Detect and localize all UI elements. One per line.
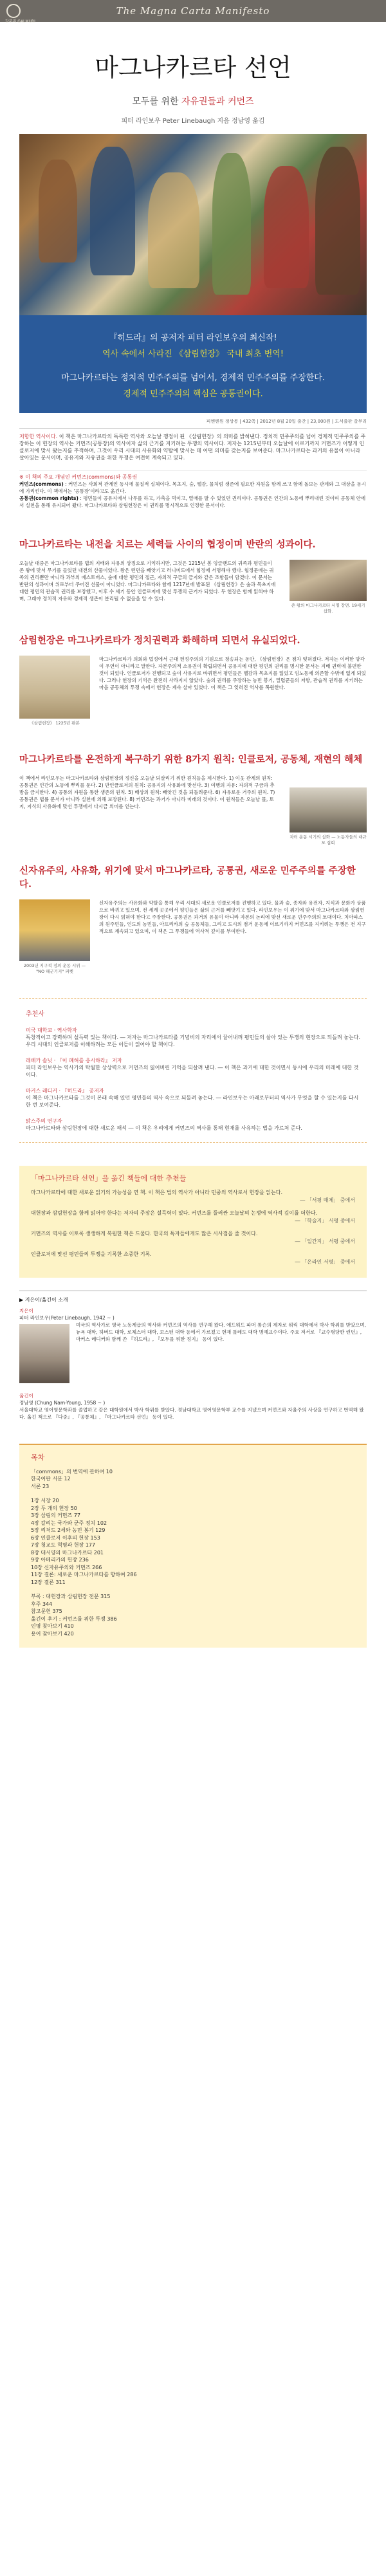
section-image	[290, 560, 367, 601]
toc-chapter-item: 10장 신자유주의와 커먼즈 266	[31, 1564, 102, 1570]
def-commons-label: 커먼즈(commons)	[19, 481, 64, 487]
recommendation-source: ― 「일간지」 서평 중에서	[295, 1238, 355, 1244]
toc-chapter-item: 2장 두 개의 헌장 50	[31, 1505, 77, 1511]
section-image	[19, 656, 90, 719]
banner-line-3: 마그나카르타는 정치적 민주주의를 넘어서, 경제적 민주주의를 주장한다.	[61, 373, 325, 383]
recommendation-source: ― 「서평 매체」 중에서	[300, 1197, 355, 1203]
recommendation-box	[19, 1166, 367, 1278]
cover-mural-image	[19, 134, 367, 315]
translator-role-label: 옮긴이	[19, 1393, 33, 1399]
praise-item	[26, 1118, 360, 1132]
toc-chapter-item: 3장 삼림의 커먼즈 77	[31, 1513, 80, 1518]
figure-caption: 《삼림헌장》 1225년 판본	[30, 721, 80, 726]
book-title: 마그나카르타 선언	[95, 53, 291, 82]
section-body	[19, 775, 367, 848]
toc-back-item: 부록 : 대헌장과 삼림헌장 전문 315	[31, 1594, 111, 1599]
section-body	[19, 899, 367, 977]
toc-back-item: 인명 찾아보기 410	[31, 1623, 74, 1629]
toc-back-item: 참고문헌 375	[31, 1608, 62, 1614]
praise-box	[19, 998, 367, 1143]
recommendation-item	[31, 1230, 355, 1246]
toc-back-item: 옮긴이 후기 : 커먼즈를 위한 투쟁 386	[31, 1615, 117, 1622]
intro-paragraph	[19, 433, 367, 461]
book-authors: 피터 라인보우 Peter Linebaugh 지음 정남영 옮김	[121, 118, 265, 125]
toc-heading: 목차	[31, 1453, 45, 1462]
subtitle-highlight: 자유권들과 커먼즈	[181, 97, 254, 107]
promo-banner	[19, 315, 367, 413]
praise-item	[26, 1087, 360, 1109]
def-commons	[19, 481, 367, 495]
praise-quote: 피터 라인보우는 역사가의 탁월한 상상력으로 커먼즈의 잃어버린 기억을 되살려 낸다. ― 이 책은 과거에 대한 것이면서 동시에 우리의 미래에 대한 것이다.	[26, 1065, 359, 1078]
recommendation-source: ― 「온라인 서평」 중에서	[295, 1259, 355, 1265]
section-text: 오늘날 대중은 마그나카르타를 법의 지배와 자유의 상징으로 기억하지만, 그것은 1215년 봄 잉글랜드의 귀족과 평민들이 존 왕에 맞서 무기를 들었던 내전의 산물이었다. 왕은 런던을 빼앗기고 러니미드에서 협정에 서명해야 했다. 협정문에는 귀족의 권리뿐만 아니라 과부의 에스토버스, 숲에 대한 평민의 접근, 자의적 구금의 금지와 같은 조항들이 담겼다. 이 문서는 반란의 성과이며 위로부터 주어진 선물이 아니었다. 마그나카르타와 함께 1217년에 발표된 《삼림헌장》은 숲과 목초지에 대한 평민의 관습적 권리를 보장했고, 이후 수 세기 동안 인클로저에 맞선 투쟁의 근거가 되었다. 두 헌장은 함께 읽혀야 하며, 그래야 정치적 자유와 경제적 생존이 분리될 수 없음을 알 수 있다.	[19, 560, 276, 602]
praise-quote: 이 책은 마그나카르타를 그것이 본래 속해 있던 평민들의 역사 속으로 되돌려 놓는다. ― 라인보우는 아래로부터의 역사가 무엇을 할 수 있는지를 다시 한 번 보여준다.	[26, 1095, 359, 1108]
figure-caption: 2003년 지구적 정의 운동 시위 — "NO 해군기지" 피켓	[23, 963, 86, 974]
translator-name: 정남영 (Chung Nam-Young, 1958 ~ )	[19, 1400, 106, 1406]
translator-bio: 서울대학교 영어영문학과를 졸업하고 같은 대학원에서 박사 학위를 받았다. 경남대학교 영어영문학부 교수를 지냈으며 커먼즈와 자율주의 사상을 연구하고 번역해 왔다. 옮긴 책으로 『다중』, 『공통체』, 『마그나카르타 선언』 등이 있다.	[19, 1407, 364, 1420]
recommendation-text: 대헌장과 삼림헌장을 함께 읽어야 한다는 저자의 주장은 설득력이 있다. 커먼즈를 둘러싼 오늘날의 논쟁에 역사적 깊이를 더한다.	[31, 1210, 318, 1216]
section-body	[19, 560, 367, 618]
publisher-name: 갈무리 GALMURI	[5, 19, 35, 24]
toc-chapter-item: 8장 대서양의 마그나카르타 201	[31, 1549, 104, 1556]
praise-source: 마커스 레디커 · 『히드라』 공저자	[26, 1088, 104, 1094]
banner-line-1: 『히드라』의 공저자 피터 라인보우의 최신작!	[109, 333, 277, 343]
toc-chapter-item: 12장 결론 311	[31, 1579, 66, 1585]
toc-back-item: 후주 344	[31, 1601, 53, 1607]
defs-heading: ※ 이 책의 주요 개념인 커먼즈(commons)와 공통권	[19, 474, 138, 480]
praise-source: 맑스주의 연구자	[26, 1118, 62, 1124]
recommendation-text: 인클로저에 맞선 평민들의 투쟁을 기록한 소중한 기록.	[31, 1251, 152, 1257]
toc-front-item: 서론 23	[31, 1483, 50, 1489]
praise-item	[26, 1027, 360, 1048]
banner-line-2: 역사 속에서 사라진 《삼림헌장》 국내 최초 번역!	[102, 349, 284, 359]
recommendation-item	[31, 1251, 355, 1266]
section-figure	[290, 560, 367, 614]
recommendation-text: 커먼즈의 역사를 이토록 생생하게 복원한 책은 드물다. 한국의 독자들에게도 많은 시사점을 줄 것이다.	[31, 1231, 258, 1237]
concept-definitions	[19, 470, 367, 509]
book-meta: 피엔텐원 정상봉 | 432쪽 | 2012년 8월 20일 출간 | 23,000원 | 도서출판 갈무리	[19, 418, 367, 429]
praise-source: 미국 대학교 · 역사학자	[26, 1027, 77, 1033]
author-bio: 미국의 역사가로 영국 노동계급의 역사와 커먼즈의 역사를 연구해 왔다. 에드워드 파머 톰슨의 제자로 워릭 대학에서 박사 학위를 받았으며, 뉴욕 대학, 하버드 대학, 로체스터 대학, 보스턴 대학 등에서 가르쳤고 현재 톨레도 대학 명예교수이다. 주요 저서로 『교수형당한 런던』, 마커스 레디커와 함께 쓴 『히드라』, 『모두를 위한 정지』 등이 있다.	[76, 1322, 367, 1342]
toc-chapter-item: 7장 청교도 혁명과 헌장 177	[31, 1542, 96, 1548]
author-name: 피터 라인보우(Peter Linebaugh, 1942 ~ )	[19, 1315, 115, 1321]
intro-highlight: 저항한 역사이다.	[19, 434, 58, 439]
toc-chapter-item: 5장 리처드 2세와 농민 봉기 129	[31, 1527, 106, 1533]
toc-chapter-item: 1장 서장 20	[31, 1498, 59, 1504]
figure-caption: 존 왕의 마그나카르타 서명 장면. 19세기 삽화.	[291, 603, 365, 614]
praise-quote: 마그나카르타와 삼림헌장에 대한 새로운 해석 ― 이 책은 우리에게 커먼즈의 역사를 통해 현재를 사유하는 법을 가르쳐 준다.	[26, 1125, 302, 1131]
recommendation-item	[31, 1210, 355, 1225]
def-rights	[19, 495, 367, 509]
section-figure	[290, 787, 367, 846]
praise-source: 레베카 솔닛 · 『이 폐허를 응시하라』 저자	[26, 1058, 122, 1063]
recommendation-item	[31, 1189, 355, 1204]
def-rights-label: 공통권(common rights)	[19, 495, 78, 501]
praise-item	[26, 1057, 360, 1078]
author-info	[19, 1291, 367, 1421]
top-header-bar	[0, 0, 386, 22]
toc-chapter-item: 6장 인클로저 이후의 헌장 153	[31, 1534, 100, 1541]
toc-front-item: 한국어판 서문 12	[31, 1476, 71, 1482]
section-heading: 마그나카르타를 온전하게 복구하기 위한 8가지 원칙: 인클로저, 공동체, 재현의 해체	[19, 754, 363, 765]
section-body	[19, 656, 367, 735]
book-subtitle	[0, 95, 386, 107]
author-portrait	[19, 1324, 69, 1383]
recommendation-text: 마그나카르타에 대한 새로운 읽기의 가능성을 연 책. 이 책은 법의 역사가 아니라 민중의 역사로서 헌장을 읽는다.	[31, 1190, 282, 1195]
section-text: 이 책에서 라인보우는 마그나카르타와 삼림헌장의 정신을 오늘날 되살리기 위한 원칙들을 제시한다. 1) 이웃 관계의 원칙: 공통권은 인간의 노동에 뿌리를 둔다. 2) 반인클로저의 원칙: 공유지의 사유화에 맞선다. 3) 여행의 자유: 자의적 구금과 추방을 금지한다. 4) 공통의 자원을 통한 생존의 원칙. 5) 배상의 원칙: 빼앗긴 것을 되돌려준다. 6) 자유로운 거주의 원칙. 7) 공통권은 법률 문서가 아니라 실천에 의해 보장된다. 8) 커먼즈는 과거가 아니라 미래의 것이다. 이 원칙들은 오늘날 물, 토지, 지식의 사유화에 맞선 투쟁에서 다시금 의미를 얻는다.	[19, 775, 275, 809]
section-text: 마그나카르타가 의회와 법정에서 근대 헌정주의의 기원으로 청송되는 동안, 《삼림헌장》은 점차 잊혀졌다. 저자는 이러한 망각이 우연이 아니라고 말한다. 자본주의적 소유권이 확립되면서 공유지에 대한 평민의 권리를 명시한 문서는 지배 권력에 불편한 것이 되었다. 인클로저가 진행되고 숲이 사유지로 바뀌면서 평민들은 땔감과 목초지를 잃었고 임노동에 의존할 수밖에 없게 되었다. 그러나 헌장의 기억은 완전히 사라지지 않았다. 숲의 권리를 주장하는 농민 봉기, 밀렵꾼들의 저항, 관습적 권리를 지키려는 마을 공동체의 투쟁 속에서 헌장은 계속 살아 있었다. 이 책은 그 잊혀진 역사를 복원한다.	[99, 656, 366, 690]
toc-front-item: 「commons」의 번역에 관하여 10	[31, 1468, 113, 1475]
author-bio-block	[19, 1321, 367, 1386]
def-rights-text: : 평민들이 공유지에서 나무를 하고, 가축을 먹이고, 열매를 딸 수 있었던 권리이다. 공통권은 인간의 노동에 뿌리내린 것이며 공동체 안에서 실천을 통해 유지되어 왔다. 마그나카르타와 삼림헌장은 이 권리를 명시적으로 인정한 문서이다.	[19, 495, 366, 508]
section-figure	[19, 899, 90, 975]
banner-line-4: 경제적 민주주의의 핵심은 공통권이다.	[123, 389, 263, 399]
section-text: 신자유주의는 사유화와 약탈을 통해 우리 시대의 새로운 인클로저를 진행하고 있다. 물과 숲, 종자와 유전자, 지식과 문화가 상품으로 바뀌고 있으며, 전 세계 곳곳에서 평민들은 삶의 근거를 빼앗기고 있다. 라인보우는 이 위기에 맞서 마그나카르타와 삼림헌장이 다시 읽혀야 한다고 주장한다. 공통권은 과거의 유물이 아니라 자본의 논리에 맞선 새로운 민주주의의 토대이다. 치아파스의 원주민들, 인도의 농민들, 아프리카의 숲 공동체들, 그리고 도시의 점거 운동에 이르기까지 커먼즈를 지키려는 투쟁은 전 지구적으로 계속되고 있으며, 이 책은 그 투쟁들에 역사적 깊이를 부여한다.	[99, 900, 366, 934]
section-image	[290, 787, 367, 833]
author-info-heading: ▶ 지은이/옮긴이 소개	[19, 1297, 68, 1303]
section-heading: 신자유주의, 사유화, 위기에 맞서 마그나카르타, 공통권, 새로운 민주주의를 주장한다.	[19, 865, 356, 890]
recommendation-heading: 「마그나카르타 선언」을 옮긴 책들에 대한 추천들	[31, 1174, 187, 1182]
table-of-contents	[19, 1444, 367, 1648]
section-heading: 삼림헌장은 마그나카르타가 정치권력과 화해하며 되면서 유실되었다.	[19, 635, 300, 646]
toc-back-item: 용어 찾아보기 420	[31, 1630, 74, 1637]
figure-caption: 차터 운동 시기의 삽화 — 노동자들의 대규모 집회	[290, 834, 367, 845]
section-heading: 마그나카르타는 내전을 치르는 세력들 사이의 협정이며 반란의 성과이다.	[19, 539, 316, 550]
toc-chapter-item: 9장 아메리카의 헌장 236	[31, 1557, 89, 1563]
section-figure	[19, 656, 90, 726]
def-commons-text: : 커먼즈는 사회적 관계인 동시에 물질적 실체이다. 목초지, 숲, 땔감, 물처럼 생존에 필요한 자원을 함께 쓰고 함께 돌보는 관계와 그 대상을 동시에 가리킨다. 이 책에서는 '공통장'이라고도 옮긴다.	[19, 481, 367, 494]
section-image	[19, 899, 90, 961]
praise-quote: 독창적이고 강력하며 설득력 있는 책이다. ― 저자는 마그나카르타를 기념비의 자리에서 끌어내려 평민들의 살아 있는 투쟁의 현장으로 되돌려 놓는다. 우리 시대의 인클로저를 이해하려는 모든 이들이 읽어야 할 책이다.	[26, 1035, 360, 1047]
author-role-label: 지은이	[19, 1308, 33, 1314]
english-title: The Magna Carta Manifesto	[116, 5, 270, 17]
subtitle-prefix: 모두를 위한	[132, 97, 181, 107]
toc-chapter-item: 4장 갈리는 국가와 군주 정치 102	[31, 1520, 107, 1526]
recommendation-source: ― 「학술지」 서평 중에서	[295, 1218, 355, 1224]
intro-text: 이 책은 마그나카르타의 독특한 역사와 오늘날 쟁점이 된 《삼림헌장》의 의미를 밝혀낸다. 정치적 민주주의를 넘어 경제적 민주주의를 주장하는 이 헌장의 역사는 커먼즈(공통장)의 역사이자 삶의 근거를 지키려는 투쟁의 역사이다. 저자는 1215년부터 오늘날에 이르기까지 커먼즈가 어떻게 인클로저에 맞서 왔는지를 추적하며, 그것이 우리 시대의 사유화와 약탈에 맞서는 데 어떤 의미를 갖는지를 보여준다. 마그나카르타는 과거의 유물이 아니라 살아있는 문서이며, 공유지와 자유권을 위한 투쟁은 여전히 계속되고 있다.	[19, 434, 366, 461]
praise-heading: 추천사	[26, 1011, 44, 1018]
toc-chapter-item: 11장 결론: 새로운 마그나카르타를 향하여 286	[31, 1572, 137, 1578]
